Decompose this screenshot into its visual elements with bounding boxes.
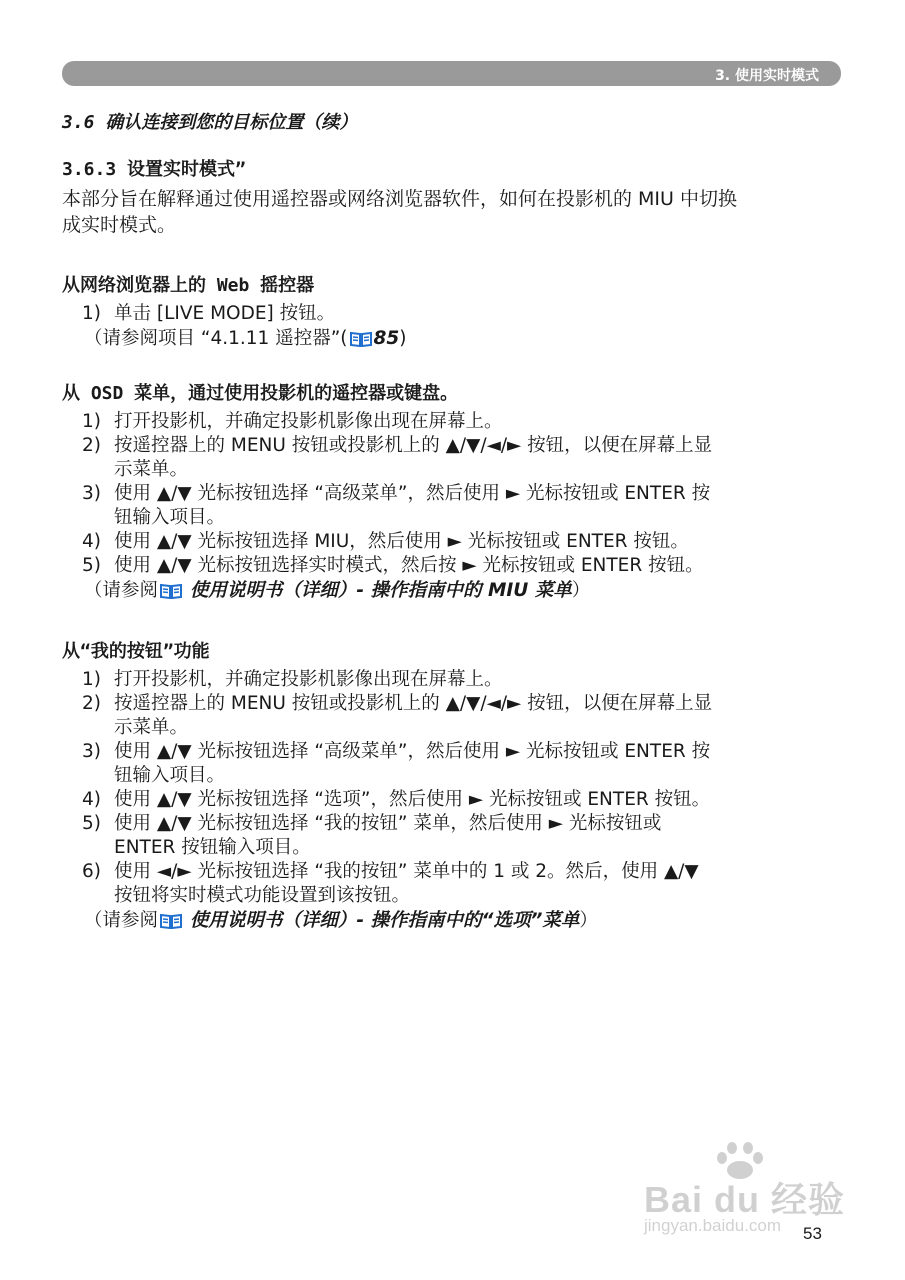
step-text-cont: ENTER 按钮输入项目。 xyxy=(114,837,311,858)
reference-note xyxy=(84,326,852,354)
reference-note xyxy=(84,578,852,606)
watermark-url: jingyan.baidu.com xyxy=(644,1216,782,1235)
step-text: 打开投影机，并确定投影机影像出现在屏幕上。 xyxy=(114,411,503,432)
web-remote-section xyxy=(62,272,852,354)
my-button-heading: 从“我的按钮”功能 xyxy=(62,641,210,662)
book-icon[interactable] xyxy=(350,329,372,354)
section-title: 3.6 确认连接到您的目标位置（续） xyxy=(62,112,358,133)
list-item xyxy=(82,554,852,578)
step-number: 1) xyxy=(82,669,101,690)
step-text: 使用 ▲/▼ 光标按钮选择 “高级菜单”，然后使用 ► 光标按钮或 ENTER 按 xyxy=(114,483,711,504)
step-text: 使用 ◄/► 光标按钮选择 “我的按钮” 菜单中的 1 或 2。然后，使用 ▲/▼ xyxy=(114,861,699,882)
list-item xyxy=(82,302,852,326)
reference-manual-link[interactable]: 使用说明书（详细）- 操作指南中的 MIU 菜单 xyxy=(189,580,572,601)
step-number: 4) xyxy=(82,789,101,810)
reference-suffix: ） xyxy=(579,910,598,931)
reference-note xyxy=(84,908,852,936)
list-item xyxy=(82,692,852,740)
watermark-brand: Bai du 经验 xyxy=(644,1179,846,1220)
reference-page-link[interactable]: 85 xyxy=(373,328,400,349)
step-text: 使用 ▲/▼ 光标按钮选择 “高级菜单”，然后使用 ► 光标按钮或 ENTER 按 xyxy=(114,741,711,762)
step-text-cont: 示菜单。 xyxy=(114,459,189,480)
step-text: 使用 ▲/▼ 光标按钮选择 “选项”，然后使用 ► 光标按钮或 ENTER 按钮。 xyxy=(114,789,711,810)
reference-prefix: （请参阅 xyxy=(84,910,159,931)
web-remote-heading: 从网络浏览器上的 Web 摇控器 xyxy=(62,275,315,296)
chapter-header-text: 3. 使用实时模式 xyxy=(715,68,819,84)
intro-paragraph xyxy=(62,186,842,238)
step-number: 4) xyxy=(82,531,101,552)
step-number: 6) xyxy=(82,861,101,882)
reference-suffix: ） xyxy=(571,580,591,601)
step-number: 5) xyxy=(82,555,101,576)
step-text: 打开投影机，并确定投影机影像出现在屏幕上。 xyxy=(114,669,503,690)
list-item xyxy=(82,530,852,554)
intro-line: 本部分旨在解释通过使用遥控器或网络浏览器软件，如何在投影机的 MIU 中切换 xyxy=(62,188,737,210)
osd-menu-heading: 从 OSD 菜单，通过使用投影机的遥控器或键盘。 xyxy=(62,383,459,404)
step-text: 使用 ▲/▼ 光标按钮选择实时模式，然后按 ► 光标按钮或 ENTER 按钮。 xyxy=(114,555,704,576)
step-text: 按遥控器上的 MENU 按钮或投影机上的 ▲/▼/◄/► 按钮，以便在屏幕上显 xyxy=(114,693,713,714)
intro-line: 成实时模式。 xyxy=(62,214,177,236)
list-item xyxy=(82,812,852,860)
step-number: 1) xyxy=(82,303,101,324)
my-button-section xyxy=(62,638,852,936)
list-item xyxy=(82,410,852,434)
list-item xyxy=(82,740,852,788)
osd-menu-section xyxy=(62,380,852,606)
step-number: 3) xyxy=(82,483,101,504)
list-item xyxy=(82,668,852,692)
step-number: 3) xyxy=(82,741,101,762)
step-text-cont: 按钮将实时模式功能设置到该按钮。 xyxy=(114,885,411,906)
step-text: 单击 [LIVE MODE] 按钮。 xyxy=(114,303,336,324)
book-icon[interactable] xyxy=(160,911,182,936)
step-text-cont: 钮输入项目。 xyxy=(114,765,226,786)
subsection-title: 3.6.3 设置实时模式” xyxy=(62,159,246,180)
step-text-cont: 示菜单。 xyxy=(114,717,189,738)
step-text: 按遥控器上的 MENU 按钮或投影机上的 ▲/▼/◄/► 按钮，以便在屏幕上显 xyxy=(114,435,713,456)
list-item xyxy=(82,482,852,530)
step-text: 使用 ▲/▼ 光标按钮选择 “我的按钮” 菜单，然后使用 ► 光标按钮或 xyxy=(114,813,662,834)
step-text-cont: 钮输入项目。 xyxy=(114,507,226,528)
reference-prefix: （请参阅 xyxy=(84,580,159,601)
reference-prefix: （请参阅项目 “4.1.11 遥控器”( xyxy=(84,328,348,349)
step-number: 5) xyxy=(82,813,101,834)
step-number: 1) xyxy=(82,411,101,432)
reference-manual-link[interactable]: 使用说明书（详细）- 操作指南中的“选项”菜单 xyxy=(189,910,580,931)
step-number: 2) xyxy=(82,435,101,456)
book-icon[interactable] xyxy=(160,581,182,606)
reference-suffix: ) xyxy=(399,328,407,349)
list-item xyxy=(82,860,852,908)
list-item xyxy=(82,788,852,812)
page-number: 53 xyxy=(803,1224,822,1243)
list-item xyxy=(82,434,852,482)
step-number: 2) xyxy=(82,693,101,714)
baidu-watermark xyxy=(636,1140,856,1236)
chapter-header-bar xyxy=(62,61,841,86)
step-text: 使用 ▲/▼ 光标按钮选择 MIU，然后使用 ► 光标按钮或 ENTER 按钮。 xyxy=(114,531,689,552)
